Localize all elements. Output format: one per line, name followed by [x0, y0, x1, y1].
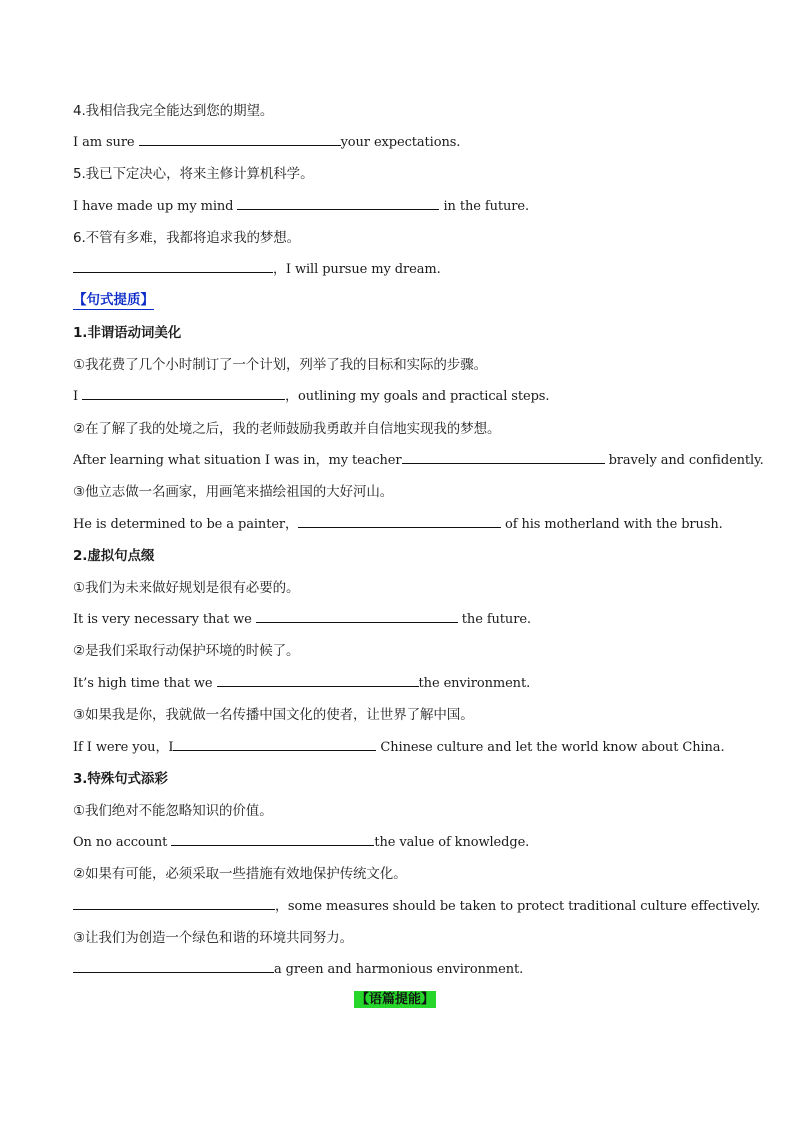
- answer-blank[interactable]: [402, 453, 605, 464]
- answer-blank[interactable]: [217, 676, 419, 687]
- answer-blank[interactable]: [256, 612, 458, 623]
- text: in the future.: [439, 199, 529, 214]
- text: If I were you，I: [73, 740, 174, 755]
- s2-a3: [73, 740, 725, 756]
- text: I: [73, 389, 83, 404]
- answer-blank[interactable]: [139, 135, 341, 146]
- answer-blank[interactable]: [173, 740, 376, 751]
- text: the environment.: [418, 676, 531, 691]
- text: the value of knowledge.: [374, 835, 530, 850]
- text: ，outlining my goals and practical steps.: [285, 389, 550, 404]
- s2-a1: [73, 612, 531, 628]
- answer-blank[interactable]: [237, 199, 439, 210]
- s2-a2: [73, 676, 530, 692]
- text: a green and harmonious environment.: [274, 962, 524, 977]
- section-3-title: 3.特殊句式添彩: [73, 771, 168, 787]
- line-a5: [73, 199, 529, 215]
- line-q5: 5.我已下定决心，将来主修计算机科学。: [73, 166, 314, 182]
- answer-blank[interactable]: [73, 899, 275, 910]
- s1-q3: ③他立志做一名画家，用画笔来描绘祖国的大好河山。: [73, 484, 394, 500]
- s2-q3: ③如果我是你，我就做一名传播中国文化的使者，让世界了解中国。: [73, 707, 474, 723]
- s3-a3: [73, 962, 523, 978]
- section-1-title: 1.非谓语动词美化: [73, 325, 182, 341]
- text: On no account: [73, 835, 172, 850]
- text: After learning what situation I was in，my teacher: [73, 453, 402, 468]
- s1-q2: ②在了解了我的处境之后，我的老师鼓励我勇敢并自信地实现我的梦想。: [73, 421, 501, 437]
- text: He is determined to be a painter，: [73, 517, 298, 532]
- s3-a2: [73, 899, 760, 915]
- s1-a3: [73, 517, 723, 533]
- text: your expectations.: [340, 135, 461, 150]
- s3-q3: ③让我们为创造一个绿色和谐的环境共同努力。: [73, 930, 354, 946]
- line-q4: 4.我相信我完全能达到您的期望。: [73, 103, 274, 119]
- s1-a2: [73, 453, 764, 469]
- answer-blank[interactable]: [73, 962, 274, 973]
- answer-blank[interactable]: [73, 262, 273, 273]
- s1-a1: [73, 389, 549, 405]
- discourse-improvement-tag: 【语篇提能】: [356, 992, 435, 1007]
- s2-q2: ②是我们采取行动保护环境的时候了。: [73, 643, 300, 659]
- text: It is very necessary that we: [73, 612, 256, 627]
- sentence-improvement-tag: 【句式提质】: [73, 292, 154, 308]
- answer-blank[interactable]: [82, 389, 285, 400]
- s3-q2: ②如果有可能，必须采取一些措施有效地保护传统文化。: [73, 866, 407, 882]
- text: of his motherland with the brush.: [500, 517, 723, 532]
- text: I am sure: [73, 135, 139, 150]
- s2-q1: ①我们为未来做好规划是很有必要的。: [73, 580, 300, 596]
- line-a6: [73, 262, 441, 278]
- line-q6: 6.不管有多难，我都将追求我的梦想。: [73, 230, 301, 246]
- text: the future.: [457, 612, 531, 627]
- text: Chinese culture and let the world know about China.: [376, 740, 725, 755]
- text: bravely and confidently.: [604, 453, 764, 468]
- text: It’s high time that we: [73, 676, 217, 691]
- text: ，I will pursue my dream.: [273, 262, 441, 277]
- text: ，some measures should be taken to protect traditional culture effectively.: [275, 899, 761, 914]
- s1-q1: ①我花费了几个小时制订了一个计划，列举了我的目标和实际的步骤。: [73, 357, 488, 373]
- s3-q1: ①我们绝对不能忽略知识的价值。: [73, 803, 273, 819]
- line-a4: [73, 135, 460, 151]
- section-2-title: 2.虚拟句点缀: [73, 548, 155, 564]
- text: I have made up my mind: [73, 199, 238, 214]
- answer-blank[interactable]: [298, 517, 501, 528]
- s3-a1: [73, 835, 529, 851]
- answer-blank[interactable]: [171, 835, 374, 846]
